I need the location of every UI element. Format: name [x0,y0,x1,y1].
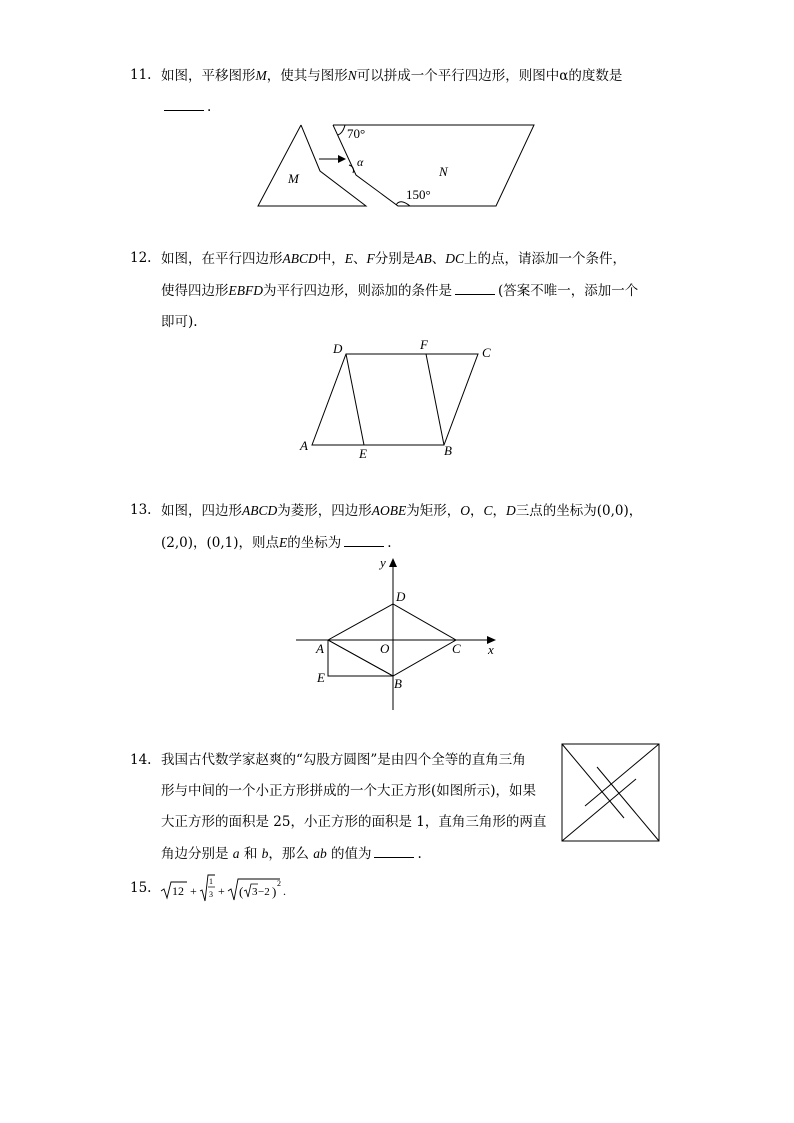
period: . [283,884,286,898]
question-text: 如图，四边形ABCD为菱形，四边形AOBE为矩形，O，C，D三点的坐标为(0,0)， (2,0)，(0,1)，则点E的坐标为 . [161,503,643,551]
angle-150-arc [396,202,410,206]
angle-150-label: 150° [406,187,431,202]
angle-alpha-label: α [357,155,364,169]
question-text: 如图，在平行四边形ABCD中，E、F分别是AB、DC上的点，请添加一个条件， 使得四边形EBFD为平行四边形，则添加的条件是 (答案不唯一，添加一个 即可). [161,251,639,330]
x-label: x [488,642,494,657]
paren-open: ( [239,884,244,899]
q11-figure [250,118,550,214]
question-12 [130,243,690,338]
question-number: 12. [130,250,152,266]
question-14 [130,745,550,870]
frac-numerator: 1 [209,877,213,886]
question-number: 15. [130,880,152,896]
segment-fb [426,354,444,445]
vertex-d: D [333,341,343,356]
minus-two: −2 [258,886,270,898]
question-number: 13. [130,502,152,518]
outer-square [562,744,659,841]
vertex-b: B [444,443,452,458]
point-b: B [394,676,402,691]
angle-70-arc [338,125,345,135]
angle-70-label: 70° [347,126,366,141]
q15-expression [159,873,299,905]
q13-figure [290,552,510,714]
vertex-c: C [482,345,491,360]
point-c: C [452,641,461,656]
point-f: F [420,337,428,352]
answer-blank[interactable] [164,96,204,111]
segment-de [346,354,364,445]
answer-blank[interactable] [344,532,384,547]
label-m: M [288,171,299,186]
q14-zhao-shuang-figure [560,742,662,844]
point-d: D [396,589,406,604]
paren-close: ) [272,884,277,899]
point-e: E [317,670,325,685]
radicand-12: 12 [172,884,184,898]
question-text: 如图，平移图形M，使其与图形N可以拼成一个平行四边形，则图中α的度数是 . [161,68,623,115]
answer-blank[interactable] [374,843,414,858]
q12-figure [296,336,506,464]
question-number: 11. [130,67,152,83]
question-13 [130,495,690,559]
y-label: y [380,555,386,570]
parallelogram-abcd [312,354,478,445]
y-axis-arrow [389,558,397,567]
question-text: 我国古代数学家赵爽的“勾股方圆图”是由四个全等的直角三角 形与中间的一个小正方形拼成的一个大正方形(如图所示)，如果 大正方形的面积是 25，小正方形的面积是 1，直角三角形的两直 角边分别是 a 和 b，那么 ab 的值为 . [161,752,547,862]
plus-1: + [190,884,197,898]
point-o: O [380,641,390,656]
exponent-2: 2 [277,879,281,888]
point-e: E [359,446,367,461]
question-11 [130,60,690,123]
answer-blank[interactable] [455,280,495,295]
label-n: N [439,164,448,179]
plus-2: + [218,884,225,898]
point-a: A [316,641,324,656]
arrow-head [338,155,346,163]
question-number: 14. [130,752,152,768]
vertex-a: A [300,438,308,453]
frac-denominator: 3 [209,890,213,899]
radicand-3: 3 [252,886,258,898]
